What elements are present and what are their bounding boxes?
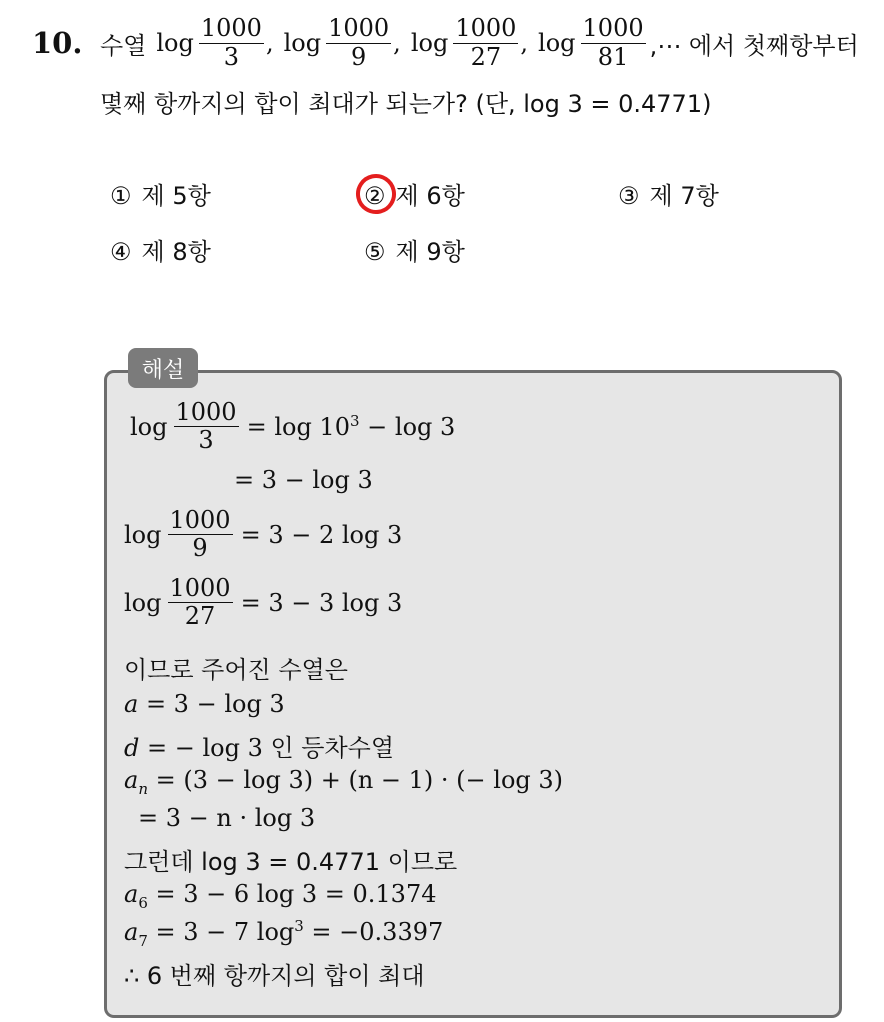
- question-tail: ,⋯ 에서 첫째항부터: [649, 31, 859, 60]
- choice-5-label: 제 9항: [395, 238, 465, 266]
- choice-1-number: ①: [110, 182, 132, 210]
- var-d: d: [124, 734, 140, 762]
- solution-eq-1a: [247, 413, 456, 441]
- solution-fraction-1-denominator: 3: [174, 426, 239, 453]
- term-2-numerator: 1000: [328, 14, 390, 43]
- log-label: log: [124, 588, 162, 617]
- separator-comma: ,: [393, 29, 401, 57]
- solution-an-line-text: = (3 − log 3) + (n − 1) · (− log 3): [147, 766, 564, 794]
- solution-a-line: [124, 690, 285, 718]
- solution-eq-2: = 3 − 2 log 3: [240, 520, 403, 549]
- solution-fraction-3: [168, 576, 233, 629]
- solution-line-1: [130, 400, 455, 453]
- choice-2[interactable]: [364, 176, 465, 211]
- term-1-numerator: 1000: [200, 14, 262, 43]
- var-a: a: [124, 880, 139, 908]
- log-label: log: [156, 29, 194, 57]
- log-label: log: [410, 29, 449, 57]
- choice-2-number: [364, 182, 386, 210]
- term-3-fraction: [453, 16, 518, 69]
- solution-eq-3: = 3 − 3 log 3: [240, 588, 403, 617]
- log-label: log: [124, 520, 162, 549]
- choice-1[interactable]: [110, 176, 211, 211]
- choice-4-number: ④: [110, 238, 132, 266]
- solution-eq-1a-text: = log 10: [246, 412, 350, 441]
- solution-a7-line-text-b: = −0.3397: [303, 918, 444, 946]
- term-3-denominator: 27: [453, 43, 518, 70]
- solution-conclusion: ∴ 6 번째 항까지의 합이 최대: [124, 962, 425, 990]
- var-a: a: [124, 918, 139, 946]
- term-3-numerator: 1000: [455, 14, 517, 43]
- choice-4[interactable]: [110, 232, 211, 267]
- solution-fraction-1: [174, 400, 239, 453]
- solution-line-2: [124, 508, 402, 561]
- solution-eq-1a-tail: − log 3: [359, 412, 456, 441]
- choice-4-label: 제 8항: [141, 238, 211, 266]
- solution-d-line: [124, 728, 394, 763]
- solution-fraction-2-numerator: 1000: [169, 506, 231, 534]
- choice-3-label: 제 7항: [649, 182, 719, 210]
- exponent-3: 3: [294, 917, 304, 935]
- term-4-fraction: [581, 16, 646, 69]
- question-lead: 수열: [100, 31, 147, 60]
- solution-a6-line-text: = 3 − 6 log 3 = 0.1374: [147, 880, 437, 908]
- subscript-6: 6: [138, 893, 148, 912]
- var-a: a: [124, 690, 139, 718]
- question-line-1: [100, 8, 859, 78]
- solution-an-line: [124, 766, 564, 798]
- term-1-denominator: 3: [199, 43, 264, 70]
- answer-circle-mark: [352, 170, 399, 217]
- solution-eq-1a-exponent: 3: [349, 411, 360, 430]
- term-2-denominator: 9: [326, 43, 391, 70]
- separator-comma: ,: [520, 29, 529, 57]
- choice-2-label: 제 6항: [395, 182, 465, 210]
- choice-2-number-text: ②: [364, 182, 386, 210]
- choice-3-number: ③: [618, 182, 640, 210]
- solution-badge: 해설: [128, 348, 198, 388]
- question-number: 10.: [32, 26, 83, 60]
- separator-comma: ,: [265, 29, 274, 57]
- solution-line-3: [124, 576, 402, 629]
- term-1-fraction: [199, 16, 264, 69]
- term-4-denominator: 81: [581, 43, 646, 70]
- solution-d-line-text: = − log 3 인 등차수열: [139, 734, 395, 762]
- solution-fraction-3-denominator: 27: [168, 602, 233, 629]
- solution-text-1: 이므로 주어진 수열은: [124, 656, 348, 684]
- solution-fraction-2: [168, 508, 233, 561]
- term-2-fraction: [326, 16, 391, 69]
- solution-fraction-2-denominator: 9: [168, 534, 233, 561]
- solution-an-line-2: = 3 − n · log 3: [138, 804, 316, 832]
- question-line-2: 몇째 항까지의 합이 최대가 되는가? (단, log 3 = 0.4771): [100, 90, 712, 118]
- log-label: log: [130, 412, 168, 441]
- solution-eq-1b: = 3 − log 3: [234, 466, 373, 494]
- solution-fraction-1-numerator: 1000: [175, 398, 237, 426]
- term-4-numerator: 1000: [582, 14, 644, 43]
- solution-a7-line: [124, 917, 444, 950]
- log-label: log: [283, 29, 322, 57]
- choice-5[interactable]: [364, 232, 465, 267]
- log-label: log: [538, 29, 576, 57]
- var-a: a: [124, 766, 139, 794]
- subscript-n: n: [138, 779, 148, 798]
- solution-fraction-3-numerator: 1000: [169, 574, 231, 602]
- solution-a6-line: [124, 880, 437, 912]
- choice-1-label: 제 5항: [141, 182, 211, 210]
- solution-text-2: 그런데 log 3 = 0.4771 이므로: [124, 848, 458, 876]
- subscript-7: 7: [138, 931, 148, 950]
- choice-5-number: ⑤: [364, 238, 386, 266]
- solution-a7-line-text-a: = 3 − 7 log: [147, 918, 295, 946]
- solution-a-line-text: = 3 − log 3: [138, 690, 285, 718]
- choice-3[interactable]: [618, 176, 719, 211]
